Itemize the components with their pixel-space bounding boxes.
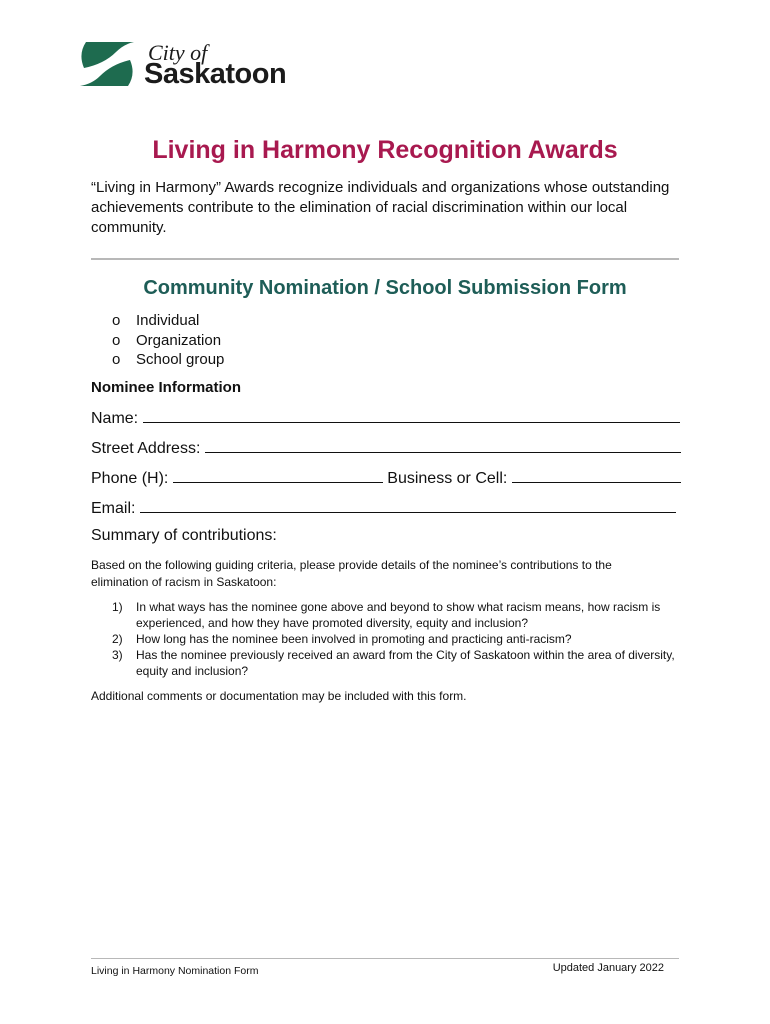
- criteria-item: [112, 647, 682, 679]
- nominee-info-heading: Nominee Information: [91, 379, 242, 396]
- criteria-list: [112, 599, 682, 679]
- email-input-line[interactable]: [140, 498, 676, 513]
- option-label: Individual: [136, 312, 200, 329]
- email-label: Email:: [91, 500, 136, 517]
- criteria-text: In what ways has the nominee gone above and beyond to show what racism means, how racism is experienced, and how they have promoted diversity, equity and inclusion?: [136, 600, 661, 630]
- option-label: Organization: [136, 331, 222, 349]
- option-label: School group: [136, 351, 225, 368]
- criteria-item: [112, 631, 682, 647]
- logo-line-1: City of: [148, 40, 208, 65]
- street-label: Street Address:: [91, 440, 201, 457]
- form-title: Community Nomination / School Submission Form: [143, 277, 627, 299]
- divider: [91, 258, 679, 260]
- logo-line-2: Saskatoon: [144, 58, 287, 90]
- street-input-line[interactable]: [205, 438, 681, 453]
- criteria-number: 2): [112, 632, 123, 646]
- criteria-text: How long has the nominee been involved in promoting and practicing anti-racism?: [136, 632, 572, 646]
- option-bullet: o: [112, 331, 121, 349]
- nomination-type-list: [112, 311, 224, 370]
- phone-label: Phone (H):: [91, 470, 169, 487]
- option-bullet: o: [112, 351, 121, 368]
- name-label: Name:: [91, 410, 139, 427]
- criteria-text: Has the nominee previously received an award from the City of Saskatoon within the area of diversity, equity and inclusion?: [136, 648, 675, 678]
- name-input-line[interactable]: [143, 408, 680, 423]
- phone-input-line[interactable]: [173, 468, 383, 483]
- footer-divider: [91, 958, 679, 959]
- phone-field-row: [91, 468, 681, 488]
- city-logo: [78, 40, 287, 90]
- option-bullet: o: [112, 312, 121, 329]
- city-logo-mark-icon: [78, 40, 136, 88]
- business-label: Business or Cell:: [387, 470, 508, 487]
- email-field-row: [91, 498, 681, 518]
- business-input-line[interactable]: [512, 468, 681, 483]
- summary-label: Summary of contributions:: [91, 527, 277, 544]
- footer-updated-date: Updated January 2022: [552, 962, 664, 974]
- additional-note: Additional comments or documentation may be included with this form.: [91, 689, 467, 703]
- nomination-option-organization[interactable]: [112, 331, 224, 351]
- guide-text: Based on the following guiding criteria, please provide details of the nominee’s contributions to the elimination of racism in Saskatoon:: [91, 558, 612, 589]
- criteria-number: 3): [112, 648, 123, 662]
- street-field-row: [91, 438, 681, 458]
- criteria-item: [112, 599, 682, 631]
- nomination-option-school-group[interactable]: [112, 350, 224, 370]
- intro-paragraph: “Living in Harmony” Awards recognize individuals and organizations whose outstanding achievements contribute to the elimination of racial discrimination within our local community.: [91, 179, 670, 236]
- nomination-option-individual[interactable]: [112, 311, 224, 331]
- page-title: Living in Harmony Recognition Awards: [152, 136, 618, 164]
- criteria-number: 1): [112, 600, 123, 614]
- name-field-row: [91, 408, 681, 428]
- footer-form-name: Living in Harmony Nomination Form: [91, 965, 259, 977]
